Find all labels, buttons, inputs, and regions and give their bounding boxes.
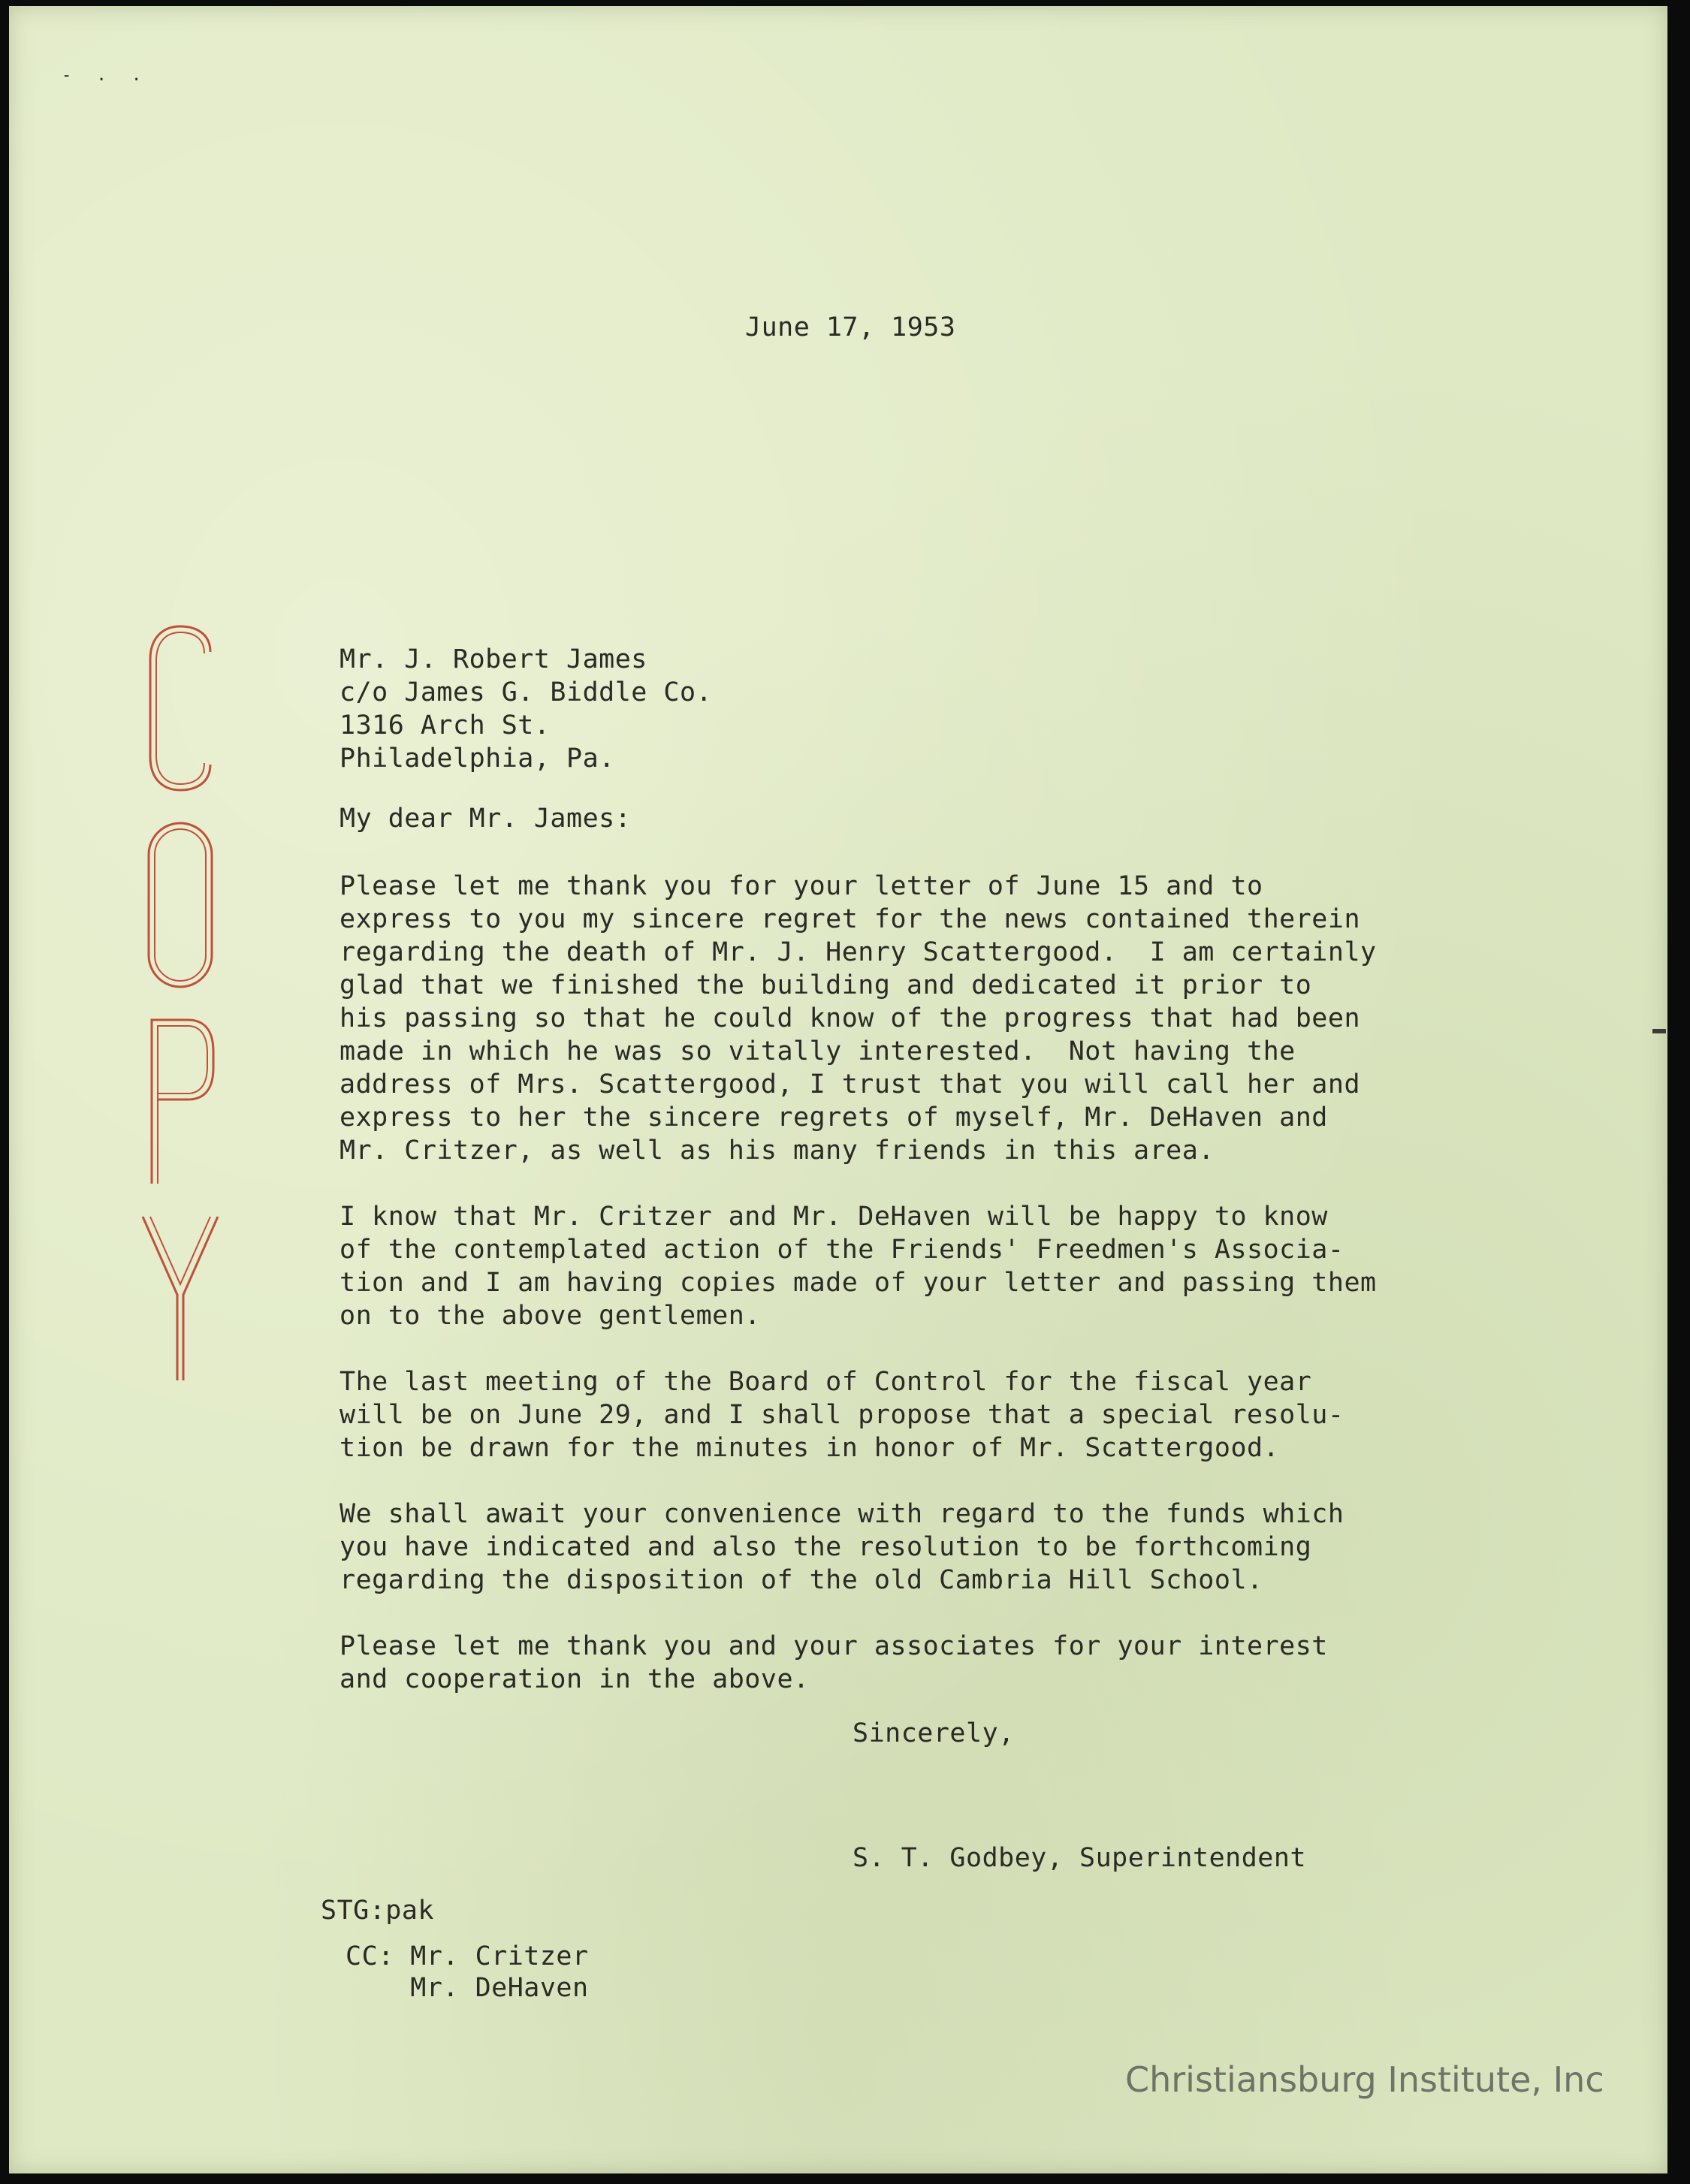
body-line: tion and I am having copies made of your letter and passing them <box>340 1268 1377 1298</box>
paragraph-1 <box>340 870 1391 1167</box>
letter-page <box>9 6 1667 2173</box>
body-line: you have indicated and also the resolution to be forthcoming <box>340 1532 1312 1562</box>
body-line: regarding the disposition of the old Cambria Hill School. <box>340 1565 1263 1595</box>
recipient-address <box>340 643 712 775</box>
cc-line: CC: Mr. Critzer <box>346 1941 589 1971</box>
copy-stamp-letter-o <box>135 819 225 991</box>
body-line: We shall await your convenience with regard to the funds which <box>340 1499 1344 1529</box>
body-line: Please let me thank you and your associates for your interest <box>340 1631 1328 1661</box>
address-line: Philadelphia, Pa. <box>340 744 615 774</box>
signature-line: S. T. Godbey, Superintendent <box>853 1843 1307 1873</box>
body-line: glad that we finished the building and dedicated it prior to <box>340 970 1312 1000</box>
copy-stamp <box>135 622 225 1409</box>
body-line: regarding the death of Mr. J. Henry Scattergood. I am certainly <box>340 937 1377 967</box>
salutation: My dear Mr. James: <box>340 804 632 834</box>
letter-date: June 17, 1953 <box>745 312 956 342</box>
body-line: and cooperation in the above. <box>340 1664 810 1694</box>
address-line: Mr. J. Robert James <box>340 644 647 674</box>
closing: Sincerely, <box>853 1718 1015 1748</box>
watermark: Christiansburg Institute, Inc <box>1125 2059 1604 2100</box>
paragraph-5 <box>340 1630 1391 1696</box>
body-line: express to you my sincere regret for the news contained therein <box>340 904 1361 934</box>
body-line: of the contemplated action of the Friends' Freedmen's Associa- <box>340 1235 1344 1265</box>
cc-list <box>346 1941 589 2004</box>
typist-initials: STG:pak <box>321 1896 435 1926</box>
copy-stamp-letter-c <box>135 622 225 795</box>
body-line: Please let me thank you for your letter of June 15 and to <box>340 871 1263 901</box>
paragraph-4 <box>340 1498 1391 1597</box>
body-line: express to her the sincere regrets of myself, Mr. DeHaven and <box>340 1103 1328 1133</box>
body-line: address of Mrs. Scattergood, I trust that you will call her and <box>340 1069 1361 1100</box>
paragraph-3 <box>340 1365 1391 1465</box>
paragraph-2 <box>340 1200 1391 1332</box>
letter-body <box>340 870 1391 1729</box>
address-line: c/o James G. Biddle Co. <box>340 677 713 707</box>
address-line: 1316 Arch St. <box>340 710 551 741</box>
cc-line: Mr. DeHaven <box>346 1973 589 2003</box>
body-line: will be on June 29, and I shall propose that a special resolu- <box>340 1400 1344 1430</box>
corner-mark: - . . <box>62 66 149 85</box>
body-line: made in which he was so vitally interested. Not having the <box>340 1036 1296 1066</box>
copy-stamp-letter-y <box>135 1212 225 1385</box>
body-line: Mr. Critzer, as well as his many friends in this area. <box>340 1136 1215 1166</box>
body-line: I know that Mr. Critzer and Mr. DeHaven will be happy to know <box>340 1202 1328 1232</box>
edge-mark <box>1652 1029 1666 1033</box>
body-line: on to the above gentlemen. <box>340 1301 761 1331</box>
body-line: tion be drawn for the minutes in honor of Mr. Scattergood. <box>340 1433 1280 1463</box>
copy-stamp-letter-p <box>135 1015 225 1188</box>
body-line: The last meeting of the Board of Control for the fiscal year <box>340 1367 1312 1397</box>
body-line: his passing so that he could know of the progress that had been <box>340 1003 1361 1033</box>
